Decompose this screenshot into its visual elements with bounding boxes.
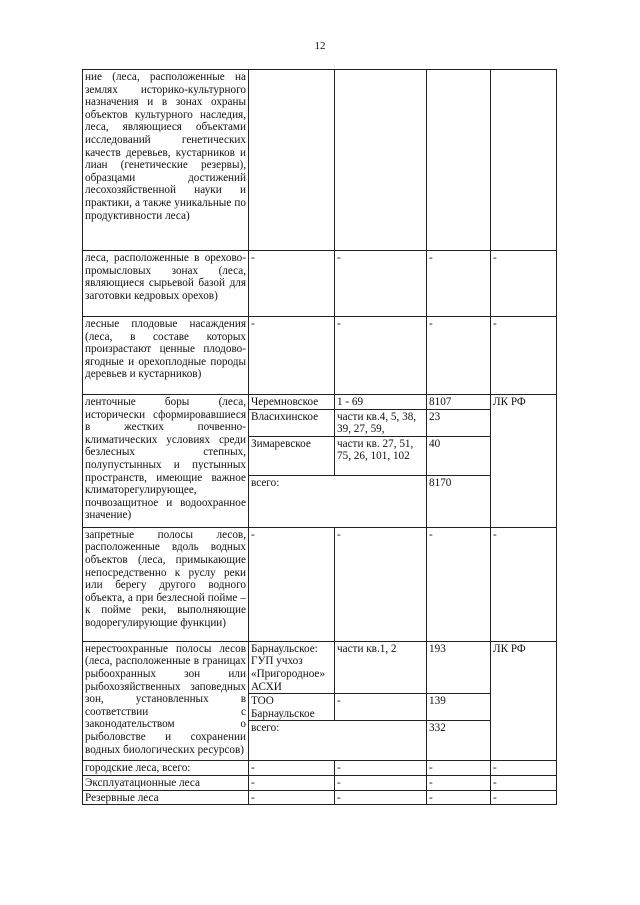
forestry-cell: -	[249, 251, 335, 317]
quarters-cell: -	[335, 790, 427, 805]
forestry-cell: -	[249, 790, 335, 805]
quarters-cell: части кв.1, 2	[335, 641, 427, 693]
forestry-cell: Барнаульское: ГУП учхоз «Пригородное» АСХИ	[249, 641, 335, 693]
total-label: всего:	[249, 475, 427, 527]
area-cell	[427, 70, 491, 251]
quarters-cell: -	[335, 251, 427, 317]
quarters-cell: -	[335, 775, 427, 790]
table-row	[83, 641, 557, 693]
area-cell: -	[427, 317, 491, 395]
quarters-cell: части кв.4, 5, 38, 39, 27, 59,	[335, 409, 427, 436]
category-cell: лесные плодовые насаждения (леса, в составе которых произрастают ценные плодово-ягодные и орехоплодные породы деревьев и кустарников)	[83, 317, 249, 395]
forest-protection-table	[82, 69, 557, 805]
area-cell: -	[427, 775, 491, 790]
total-area: 332	[427, 721, 491, 761]
table-row	[83, 775, 557, 790]
area-cell: 40	[427, 436, 491, 475]
basis-cell: -	[491, 527, 557, 641]
forestry-cell: -	[249, 527, 335, 641]
basis-cell: -	[491, 317, 557, 395]
area-cell: -	[427, 790, 491, 805]
area-cell: -	[427, 251, 491, 317]
area-cell: 23	[427, 409, 491, 436]
forestry-cell: Черемновское	[249, 395, 335, 410]
table-row	[83, 527, 557, 641]
total-label: всего:	[249, 721, 427, 761]
table-row	[83, 317, 557, 395]
forestry-cell: Зимаревское	[249, 436, 335, 475]
quarters-cell: -	[335, 317, 427, 395]
category-cell: ние (леса, расположенные на землях историко-культурного назначения и в зонах охраны объектов культурного наследия, леса, являющиеся объектами исследований генетических качеств деревьев, кустарников и лиан (генетические резервы), образцами достижений лесохозяйственной науки и практики, а также уникальные по продуктивности леса)	[83, 70, 249, 251]
area-cell: 139	[427, 694, 491, 721]
category-cell: Эксплуатационные леса	[83, 775, 249, 790]
quarters-cell	[335, 70, 427, 251]
basis-cell: -	[491, 761, 557, 776]
quarters-cell: -	[335, 761, 427, 776]
category-cell: запретные полосы лесов, расположенные вдоль водных объектов (леса, примыкающие непосредственно к руслу реки или берегу другого водного объекта, а при безлесной пойме – к пойме реки, выполняющие водорегулирующие функции)	[83, 527, 249, 641]
category-cell: леса, расположенные в орехово-промысловых зонах (леса, являющиеся сырьевой базой для заготовки кедровых орехов)	[83, 251, 249, 317]
basis-cell: -	[491, 251, 557, 317]
area-cell: 8107	[427, 395, 491, 410]
basis-cell: -	[491, 775, 557, 790]
quarters-cell: -	[335, 694, 427, 721]
category-cell: ленточные боры (леса, исторически сформировавшиеся в жестких почвенно-климатических условиях среди безлесных степных, полупустынных и пустынных пространств, имеющие важное климаторегулирующее, почвозащитное и водоохранное значение)	[83, 395, 249, 528]
forestry-cell: ТОО Барнаульское	[249, 694, 335, 721]
table-row	[83, 761, 557, 776]
category-cell: городские леса, всего:	[83, 761, 249, 776]
basis-cell	[491, 70, 557, 251]
forestry-cell: Власихинское	[249, 409, 335, 436]
basis-cell: -	[491, 790, 557, 805]
forestry-cell: -	[249, 317, 335, 395]
page-number: 12	[314, 40, 326, 52]
table-row	[83, 251, 557, 317]
quarters-cell: -	[335, 527, 427, 641]
area-cell: -	[427, 527, 491, 641]
table-row	[83, 395, 557, 410]
table-row	[83, 790, 557, 805]
area-cell: 193	[427, 641, 491, 693]
total-area: 8170	[427, 475, 491, 527]
quarters-cell: части кв. 27, 51, 75, 26, 101, 102	[335, 436, 427, 475]
area-cell: -	[427, 761, 491, 776]
category-cell: Резервные леса	[83, 790, 249, 805]
basis-cell: ЛК РФ	[491, 641, 557, 761]
forestry-cell: -	[249, 775, 335, 790]
forestry-cell: -	[249, 761, 335, 776]
table-row	[83, 70, 557, 251]
forestry-cell	[249, 70, 335, 251]
quarters-cell: 1 - 69	[335, 395, 427, 410]
category-cell: нерестоохранные полосы лесов (леса, расположенные в границах рыбоохранных зон или рыбохозяйственных заповедных зон, установленных в соответствии с законодательством о рыболовстве и сохранении водных биологических ресурсов)	[83, 641, 249, 761]
basis-cell: ЛК РФ	[491, 395, 557, 528]
